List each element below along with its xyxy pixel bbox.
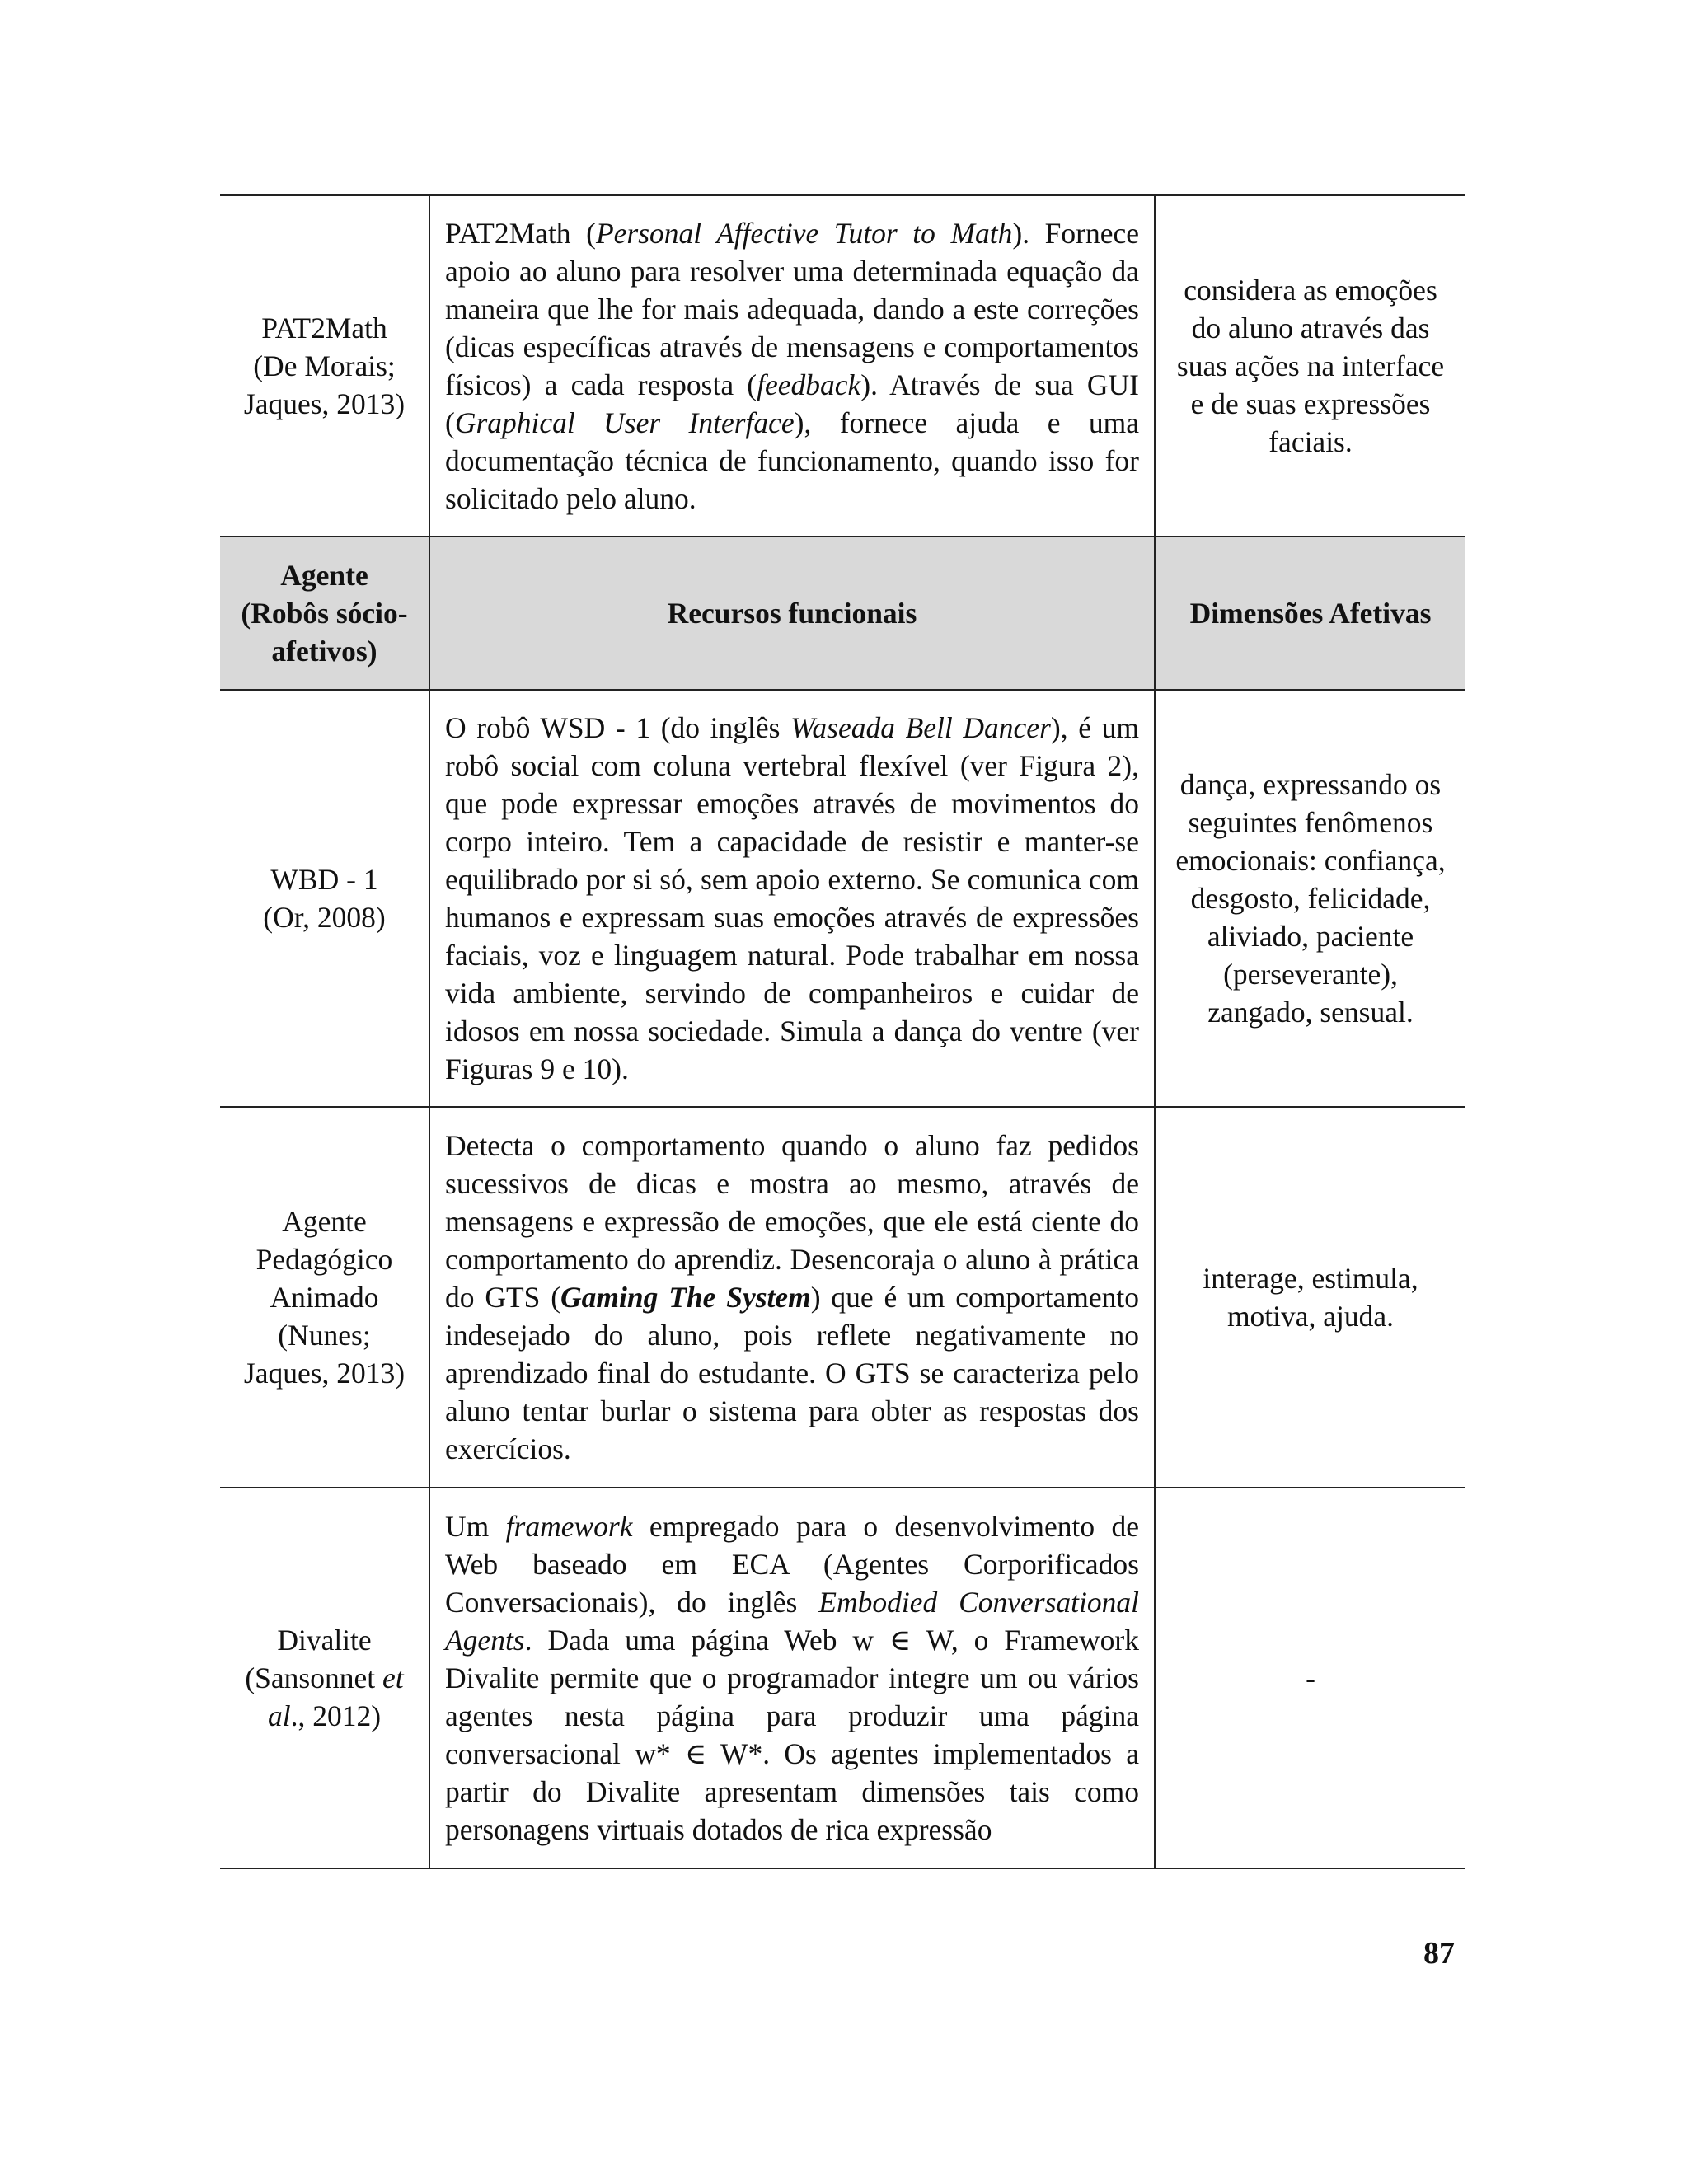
agent-name: Agente Pedagógico Animado: [256, 1205, 393, 1314]
agents-table: [220, 194, 1465, 1869]
agent-cell: [220, 195, 429, 537]
resources-cell: O robô WSD - 1 (do inglês Waseada Bell Dancer), é um robô social com coluna vertebral flexível (ver Figura 2), que pode expressar emoções através de movimentos do corpo inteiro. Tem a capacidade de resistir e manter-se equilibrado por si só, sem apoio externo. Se comunica com humanos e expressam suas emoções através de expressões faciais, voz e linguagem natural. Pode trabalhar em nossa vida ambiente, servindo de companheiros e cuidar de idosos em nossa sociedade. Simula a dança do ventre (ver Figuras 9 e 10).: [429, 690, 1155, 1107]
agent-cell: [220, 1488, 429, 1868]
agent-reference: (Sansonnet et al., 2012): [245, 1661, 404, 1732]
agent-name: PAT2Math: [261, 312, 387, 344]
agent-reference: (Nunes; Jaques, 2013): [243, 1319, 406, 1390]
resources-cell: PAT2Math (Personal Affective Tutor to Math). Fornece apoio ao aluno para resolver uma determinada equação da maneira que lhe for mais adequada, dando a este correções (dicas específicas através de mensagens e comportamentos físicos) a cada resposta (feedback). Através de sua GUI (Graphical User Interface), fornece ajuda e uma documentação técnica de funcionamento, quando isso for solicitado pelo aluno.: [429, 195, 1155, 537]
agent-reference: (Or, 2008): [263, 901, 386, 934]
affective-dimensions-cell: considera as emoções do aluno através das suas ações na interface e de suas expressões faciais.: [1155, 195, 1465, 537]
affective-dimensions-cell: interage, estimula, motiva, ajuda.: [1155, 1107, 1465, 1488]
resources-cell: Um framework empregado para o desenvolvimento de Web baseado em ECA (Agentes Corporificados Conversacionais), do inglês Embodied Conversational Agents. Dada uma página Web w ∈ W, o Framework Divalite permite que o programador integre um ou vários agentes nesta página para produzir uma página conversacional w* ∈ W*. Os agentes implementados a partir do Divalite apresentam dimensões tais como personagens virtuais dotados de rica expressão: [429, 1488, 1155, 1868]
agent-name: WBD - 1: [270, 863, 378, 896]
header-resources: Recursos funcionais: [429, 537, 1155, 690]
header-dimensions: Dimensões Afetivas: [1155, 537, 1465, 690]
agent-cell: [220, 1107, 429, 1488]
table-row: [220, 1488, 1465, 1868]
table-header-row: [220, 537, 1465, 690]
agent-reference: (De Morais; Jaques, 2013): [243, 349, 406, 420]
affective-dimensions-cell: -: [1155, 1488, 1465, 1868]
resources-cell: Detecta o comportamento quando o aluno faz pedidos sucessivos de dicas e mostra ao mesmo, através de mensagens e expressão de emoções, que ele está ciente do comportamento do aprendiz. Desencoraja o aluno à prática do GTS (Gaming The System) que é um comportamento indesejado do aluno, pois reflete negativamente no aprendizado final do estudante. O GTS se caracteriza pelo aluno tentar burlar o sistema para obter as respostas dos exercícios.: [429, 1107, 1155, 1488]
page-number: 87: [1423, 1936, 1455, 1971]
table-row: [220, 1107, 1465, 1488]
header-agent: Agente (Robôs sócio-afetivos): [220, 537, 429, 690]
table-row: [220, 690, 1465, 1107]
table-row: [220, 195, 1465, 537]
agent-cell: [220, 690, 429, 1107]
affective-dimensions-cell: dança, expressando os seguintes fenômenos emocionais: confiança, desgosto, felicidade, aliviado, paciente (perseverante), zangado, sensual.: [1155, 690, 1465, 1107]
agent-name: Divalite: [277, 1624, 372, 1657]
